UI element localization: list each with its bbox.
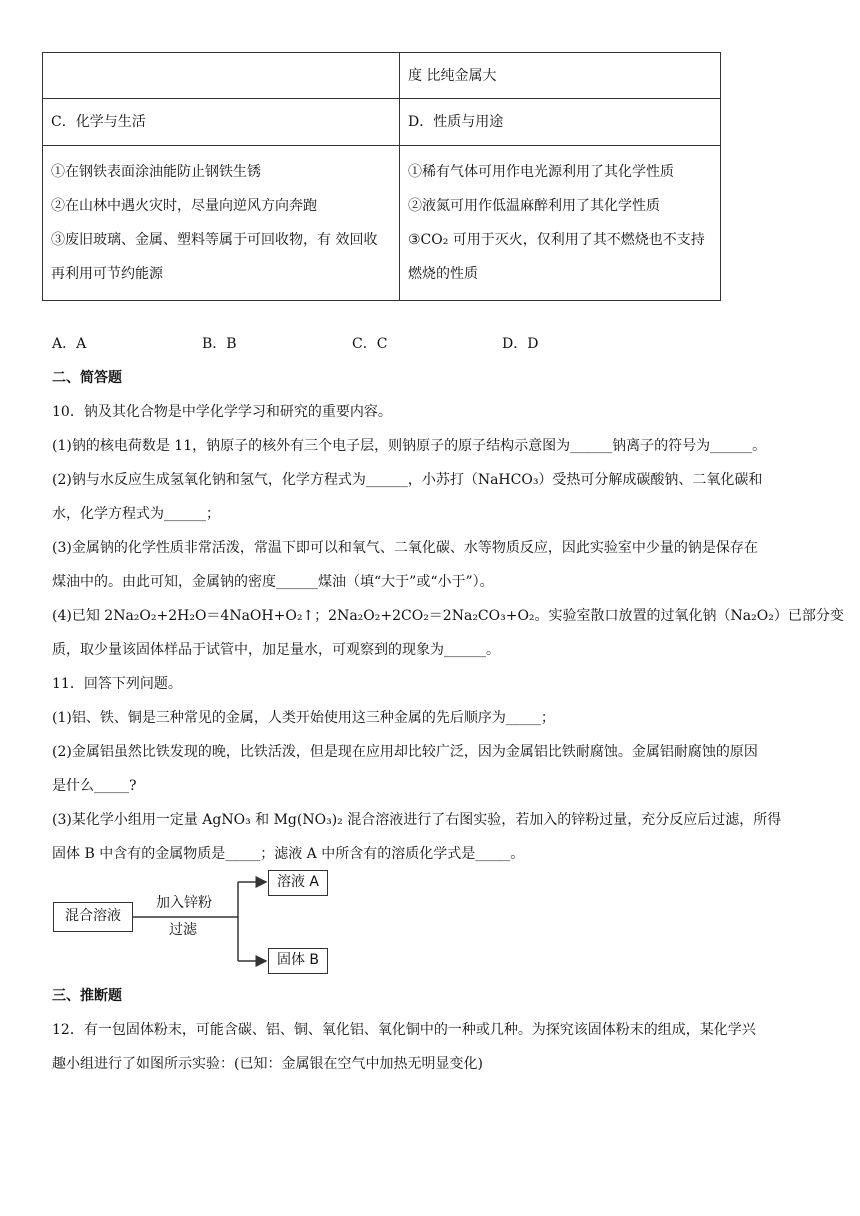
q12-line2: 趣小组进行了如图所示实验：(已知：金属银在空气中加热无明显变化) — [52, 1056, 483, 1072]
section-heading-short-answer: 二、简答题 — [52, 370, 122, 386]
q11-part1: (1)铝、铁、铜是三种常见的金属，人类开始使用这三种金属的先后顺序为_____； — [52, 710, 555, 726]
c-item-3: ③废旧玻璃、金属、塑料等属于可回收物，有 效回收再利用可节约能源 — [51, 232, 378, 282]
q10-part2-line2: 水，化学方程式为______； — [52, 506, 220, 522]
q10-part2-line1: (2)钠与水反应生成氢氧化钠和氢气，化学方程式为______，小苏打（NaHCO₃）受热可分解成碳酸钠、二氧化碳和 — [52, 472, 763, 488]
table-header-d: D．性质与用途 — [400, 99, 721, 146]
q10-part1: (1)钠的核电荷数是 11，钠原子的核外有三个电子层，则钠原子的原子结构示意图为______钠离子的符号为______。 — [52, 438, 767, 454]
d-item-3: ③CO₂ 可用于灭火，仅利用了其不燃烧也不支持 燃烧的性质 — [408, 232, 705, 282]
c-item-2: ②在山林中遇火灾时，尽量向逆风方向奔跑 — [51, 198, 317, 214]
q11-stem: 11．回答下列问题。 — [52, 676, 182, 692]
solid-b-box: 固体 B — [268, 948, 328, 974]
mixed-solution-box: 混合溶液 — [53, 902, 133, 932]
q10-part4-line2: 质，取少量该固体样品于试管中，加足量水，可观察到的现象为______。 — [52, 642, 500, 658]
table-cell-d-items — [400, 146, 721, 301]
section-heading-inference: 三、推断题 — [52, 988, 122, 1004]
option-b[interactable]: B．B — [202, 336, 237, 352]
option-d[interactable]: D．D — [502, 336, 539, 352]
q11-part2-line2: 是什么_____? — [52, 778, 137, 794]
q11-part2-line1: (2)金属铝虽然比铁发现的晚，比铁活泼，但是现在应用却比较广泛，因为金属铝比铁耐腐蚀。金属铝耐腐蚀的原因 — [52, 744, 758, 760]
q11-part3-line2: 固体 B 中含有的金属物质是_____；滤液 A 中所含有的溶质化学式是_____。 — [52, 846, 525, 862]
q12-line1: 12．有一包固体粉末，可能含碳、铝、铜、氧化铝、氧化铜中的一种或几种。为探究该固体粉末的组成，某化学兴 — [52, 1022, 756, 1038]
table-cell-c-items — [43, 146, 400, 301]
d-item-1: ①稀有气体可用作电光源利用了其化学性质 — [408, 164, 674, 180]
option-a[interactable]: A．A — [52, 336, 87, 352]
table-cell-continuation: 度 比纯金属大 — [400, 53, 721, 99]
table-header-c: C．化学与生活 — [43, 99, 400, 146]
q11-part3-line1: (3)某化学小组用一定量 AgNO₃ 和 Mg(NO₃)₂ 混合溶液进行了右图实验，若加入的锌粉过量，充分反应后过滤，所得 — [52, 812, 782, 828]
q10-stem: 10．钠及其化合物是中学化学学习和研究的重要内容。 — [52, 404, 392, 420]
d-item-2: ②液氮可用作低温麻醉利用了其化学性质 — [408, 198, 660, 214]
process-label: 过滤 — [169, 922, 197, 938]
q10-part4-line1: (4)已知 2Na₂O₂+2H₂O＝4NaOH+O₂↑；2Na₂O₂+2CO₂＝2Na₂CO₃+O₂。实验室散口放置的过氧化钠（Na₂O₂）已部分变 — [52, 608, 844, 624]
option-c[interactable]: C．C — [352, 336, 388, 352]
c-item-1: ①在钢铁表面涂油能防止钢铁生锈 — [51, 164, 261, 180]
reagent-label: 加入锌粉 — [156, 895, 212, 911]
q10-part3-line1: (3)金属钠的化学性质非常活泼，常温下即可以和氧气、二氧化碳、水等物质反应，因此实验室中少量的钠是保存在 — [52, 540, 758, 556]
q10-part3-line2: 煤油中的。由此可知，金属钠的密度______煤油（填“大于”或“小于”）。 — [52, 574, 494, 590]
table-cell-empty — [43, 53, 400, 99]
comparison-table — [42, 52, 721, 301]
solution-a-box: 溶液 A — [268, 870, 328, 896]
